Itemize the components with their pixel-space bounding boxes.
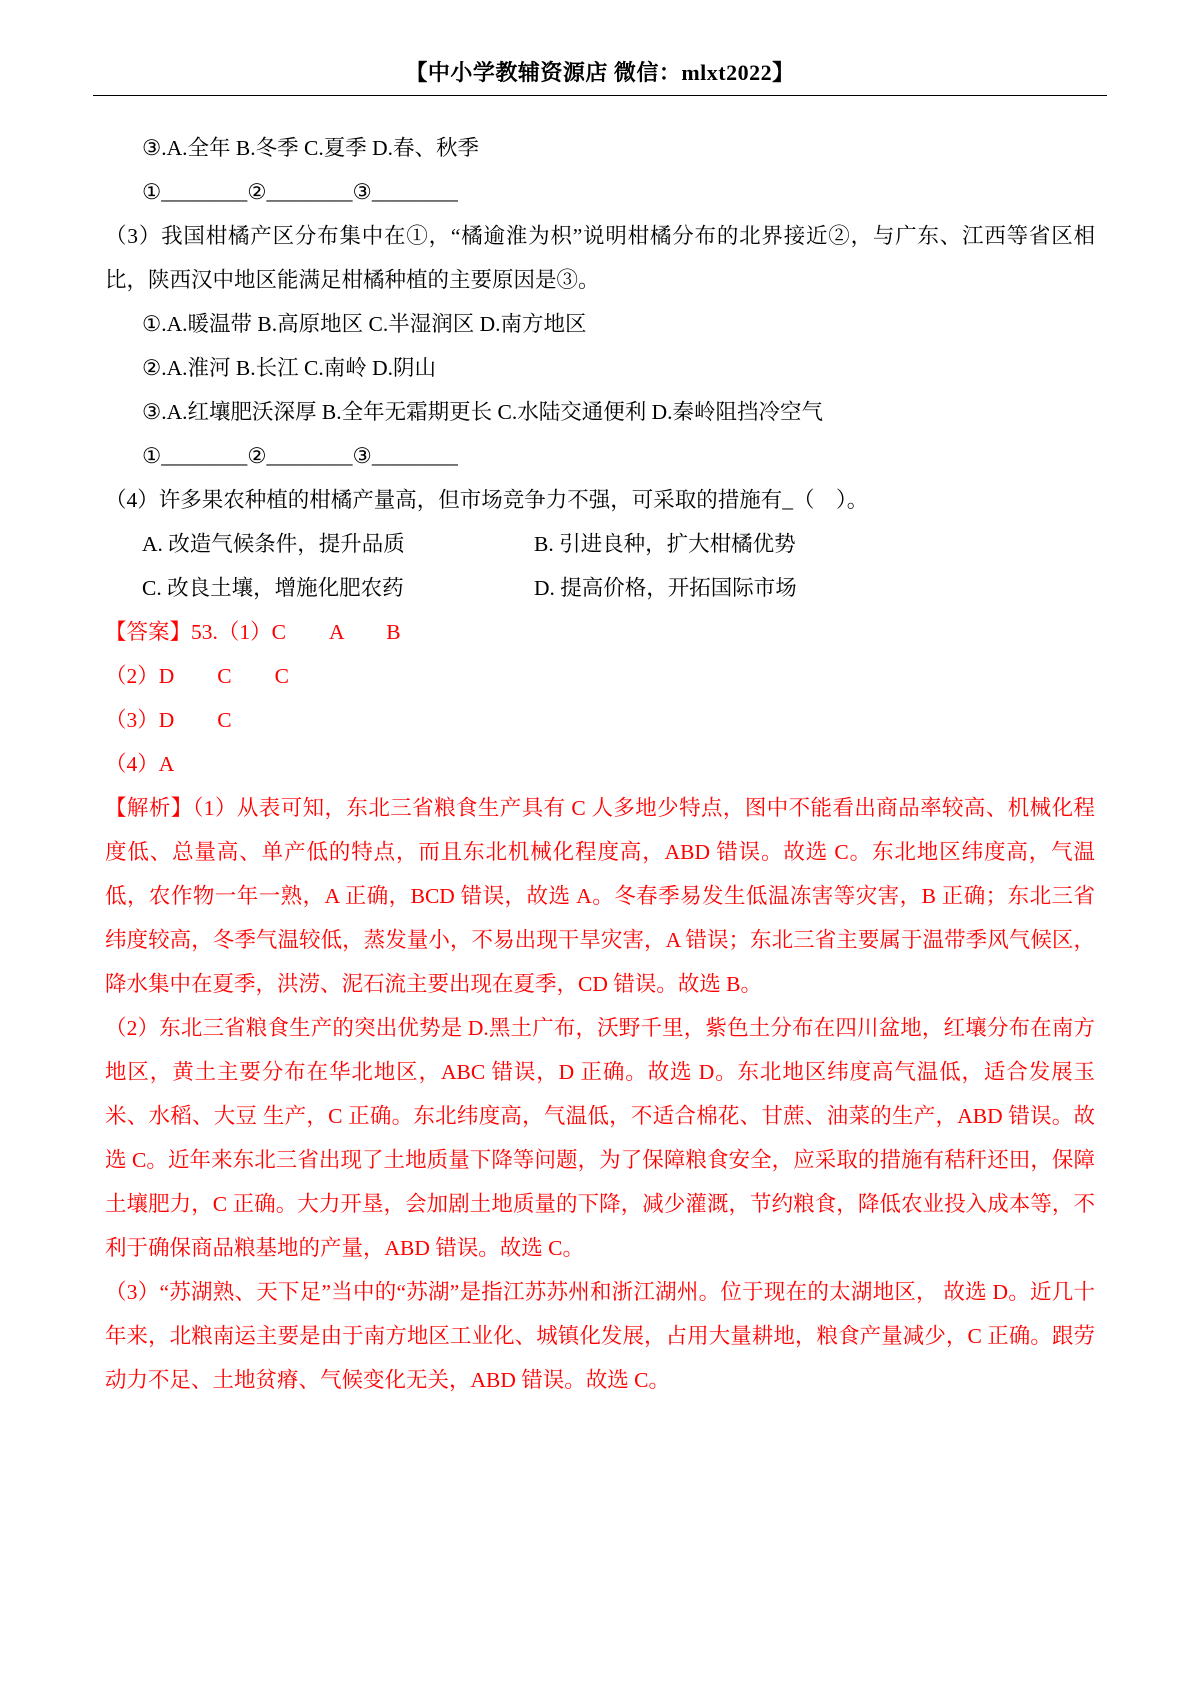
q3-stem: （3）我国柑橘产区分布集中在①，“橘逾淮为枳”说明柑橘分布的北界接近②，与广东、江西等省区相比，陕西汉中地区能满足柑橘种植的主要原因是③。: [105, 224, 1095, 292]
q3-option3-line: ③.A.红壤肥沃深厚 B.全年无霜期更长 C.水陆交通便利 D.秦岭阻挡冷空气: [142, 400, 824, 424]
answer-line-4: （4）A: [105, 752, 175, 776]
q3-option2-line: ②.A.淮河 B.长江 C.南岭 D.阴山: [142, 356, 437, 380]
q2-answer-blanks: ①________②________③________: [142, 180, 458, 204]
document-body: [105, 126, 1095, 1402]
header-title: 【中小学教辅资源店 微信：mlxt2022】: [405, 60, 795, 85]
q4-options-row-ab: [105, 522, 1095, 566]
answer-line-2: （2）D C C: [105, 664, 289, 688]
q3-answer-blanks: ①________②________③________: [142, 444, 458, 468]
q4-option-d: D. 提高价格，开拓国际市场: [534, 576, 797, 600]
answer-line-1: 【答案】53.（1）C A B: [105, 620, 401, 644]
analysis-paragraph-3: （3）“苏湖熟、天下足”当中的“苏湖”是指江苏苏州和浙江湖州。位于现在的太湖地区， 故选 D。近几十年来，北粮南运主要是由于南方地区工业化、城镇化发展，占用大量耕地，粮食产量减少，C 正确。跟劳动力不足、土地贫瘠、气候变化无关，ABD 错误。故选 C。: [105, 1280, 1095, 1392]
answer-line-3: （3）D C: [105, 708, 232, 732]
q4-option-c: C. 改良土壤，增施化肥农药: [142, 576, 404, 600]
header-rule: [93, 95, 1107, 96]
q3-option1-line: ①.A.暖温带 B.高原地区 C.半湿润区 D.南方地区: [142, 312, 587, 336]
q2-option3-line: ③.A.全年 B.冬季 C.夏季 D.春、秋季: [142, 136, 480, 160]
q4-option-b: B. 引进良种，扩大柑橘优势: [534, 532, 796, 556]
q4-stem: （4）许多果农种植的柑橘产量高，但市场竞争力不强，可采取的措施有_（ ）。: [105, 488, 869, 512]
analysis-paragraph-2: （2）东北三省粮食生产的突出优势是 D.黑土广布，沃野千里，紫色土分布在四川盆地，红壤分布在南方地区，黄土主要分布在华北地区，ABC 错误，D 正确。故选 D。东北地区纬度高气温低，适合发展玉米、水稻、大豆 生产，C 正确。东北纬度高，气温低，不适合棉花、甘蔗、油菜的生产，ABD 错误。故选 C。近年来东北三省出现了土地质量下降等问题，为了保障粮食安全，应采取的措施有秸秆还田，保障土壤肥力，C 正确。大力开垦，会加剧土地质量的下降，减少灌溉，节约粮食，降低农业投入成本等，不利于确保商品粮基地的产量，ABD 错误。故选 C。: [105, 1016, 1095, 1260]
q4-option-a: A. 改造气候条件，提升品质: [142, 532, 405, 556]
analysis-paragraph-1: 【解析】（1）从表可知，东北三省粮食生产具有 C 人多地少特点，图中不能看出商品率较高、机械化程度低、总量高、单产低的特点，而且东北机械化程度高，ABD 错误。故选 C。东北地区纬度高，气温低，农作物一年一熟，A 正确，BCD 错误，故选 A。冬春季易发生低温冻害等灾害，B 正确；东北三省纬度较高，冬季气温较低，蒸发量小，不易出现干旱灾害，A 错误；东北三省主要属于温带季风气候区，降水集中在夏季，洪涝、泥石流主要出现在夏季，CD 错误。故选 B。: [105, 796, 1095, 996]
q4-options-row-cd: [105, 566, 1095, 610]
page-header: [105, 58, 1095, 96]
